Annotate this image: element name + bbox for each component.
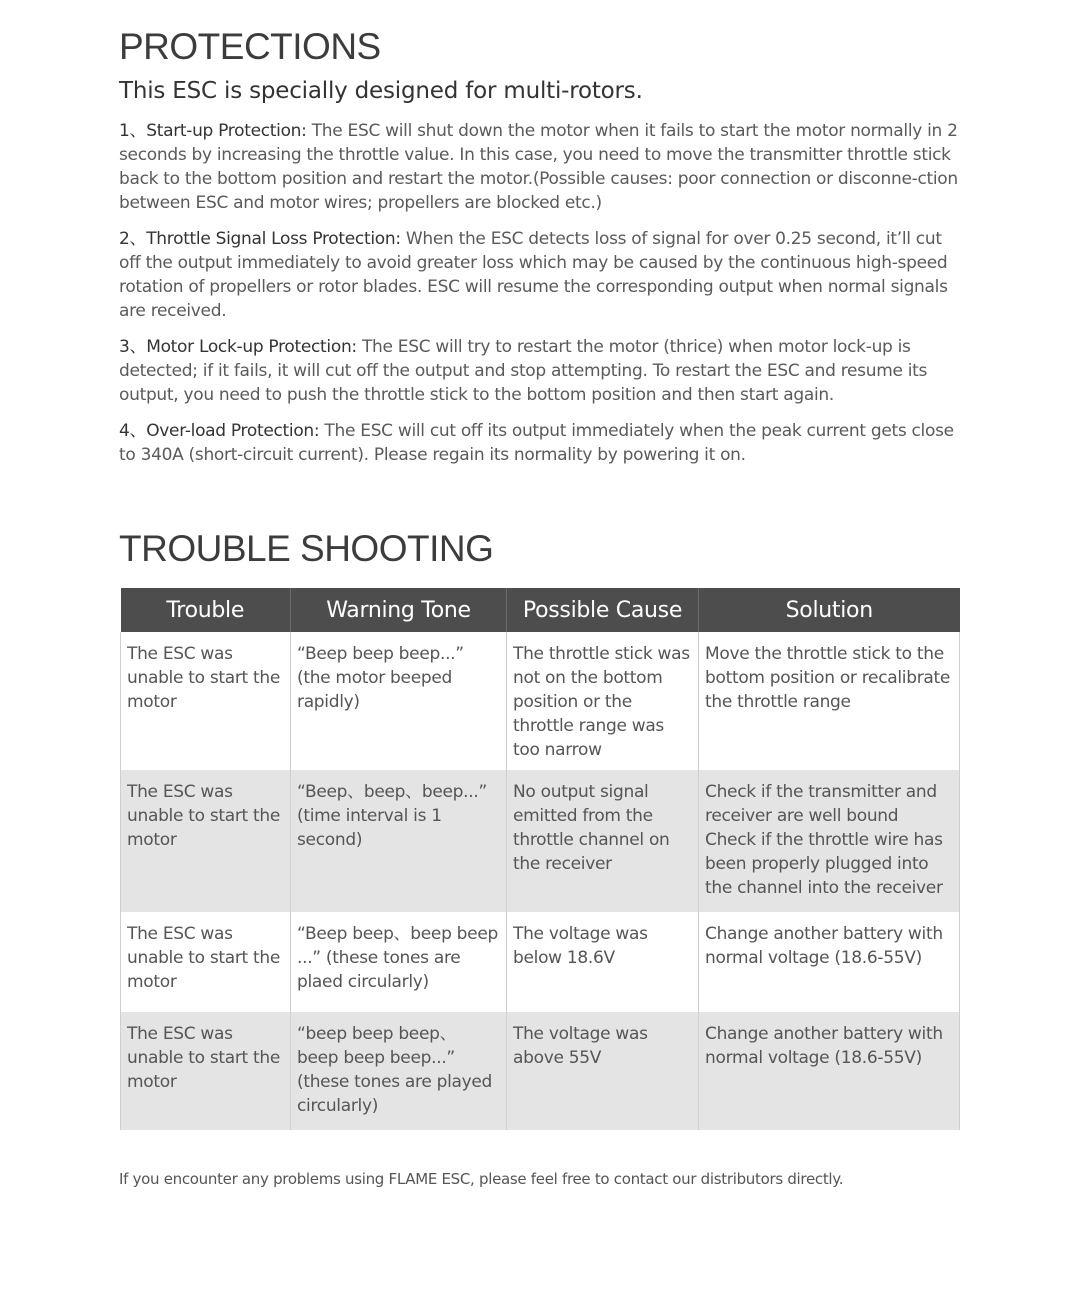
- protection-title: Over-load Protection:: [146, 421, 320, 441]
- cell-warning-tone: “Beep beep beep...” (the motor beeped rapidly): [291, 632, 507, 770]
- protection-item-startup: [119, 119, 964, 215]
- cell-possible-cause: The voltage was above 55V: [507, 1012, 699, 1130]
- protection-item-signal-loss: [119, 227, 964, 323]
- cell-possible-cause: The throttle stick was not on the bottom position or the throttle range was too narrow: [507, 632, 699, 770]
- cell-trouble: The ESC was unable to start the motor: [121, 912, 291, 1012]
- protections-title: PROTECTIONS: [119, 26, 381, 67]
- cell-possible-cause: No output signal emitted from the throttle channel on the receiver: [507, 770, 699, 912]
- table-row: [121, 1012, 960, 1130]
- cell-solution: Check if the transmitter and receiver are well bound Check if the throttle wire has been properly plugged into the channel into the receiver: [699, 770, 960, 912]
- protection-text: The ESC will try to restart the motor (thrice) when motor lock-up is detected; if it fails, it will cut off the output and stop attempting. To restart the ESC and resume its output, you need to push the throttle stick to the bottom position and then start again.: [119, 337, 928, 405]
- cell-trouble: The ESC was unable to start the motor: [121, 1012, 291, 1130]
- header-trouble: Trouble: [121, 588, 291, 632]
- cell-warning-tone: “Beep、beep、beep...” (time interval is 1 second): [291, 770, 507, 912]
- trouble-shooting-table: [120, 588, 960, 1130]
- trouble-shooting-title: TROUBLE SHOOTING: [119, 528, 494, 569]
- protection-number: 2、: [119, 229, 147, 249]
- header-possible-cause: Possible Cause: [507, 588, 699, 632]
- header-warning-tone: Warning Tone: [291, 588, 507, 632]
- cell-warning-tone: “Beep beep、beep beep ...” (these tones are plaed circularly): [291, 912, 507, 1012]
- table-header-row: [121, 588, 960, 632]
- protection-number: 4、: [119, 421, 147, 441]
- protection-text: The ESC will cut off its output immediately when the peak current gets close to 340A (short-circuit current). Please regain its normality by powering it on.: [119, 421, 954, 465]
- table-row: [121, 770, 960, 912]
- cell-solution: Move the throttle stick to the bottom position or recalibrate the throttle range: [699, 632, 960, 770]
- protection-title: Throttle Signal Loss Protection:: [146, 229, 401, 249]
- cell-warning-tone: “beep beep beep、 beep beep beep...” (these tones are played circularly): [291, 1012, 507, 1130]
- protection-text: The ESC will shut down the motor when it fails to start the motor normally in 2 seconds by increasing the throttle value. In this case, you need to move the transmitter throttle stick back to the bottom position and restart the motor.(Possible causes: poor connection or disconne-ction between ESC and motor wires; propellers are blocked etc.): [119, 121, 958, 213]
- header-solution: Solution: [699, 588, 960, 632]
- footer-note: If you encounter any problems using FLAME ESC, please feel free to contact our distributors directly.: [119, 1170, 844, 1188]
- cell-solution: Change another battery with normal voltage (18.6-55V): [699, 1012, 960, 1130]
- protection-title: Motor Lock-up Protection:: [146, 337, 357, 357]
- protection-text: When the ESC detects loss of signal for over 0.25 second, it’ll cut off the output immediately to avoid greater loss which may be caused by the continuous high-speed rotation of propellers or rotor blades. ESC will resume the corresponding output when normal signals are received.: [119, 229, 948, 321]
- cell-solution: Change another battery with normal voltage (18.6-55V): [699, 912, 960, 1012]
- cell-trouble: The ESC was unable to start the motor: [121, 632, 291, 770]
- protection-title: Start-up Protection:: [146, 121, 307, 141]
- protection-item-lockup: [119, 335, 964, 407]
- protection-number: 1、: [119, 121, 147, 141]
- protection-number: 3、: [119, 337, 147, 357]
- protection-item-overload: [119, 419, 964, 467]
- protections-list: [119, 119, 964, 479]
- table-row: [121, 632, 960, 770]
- cell-trouble: The ESC was unable to start the motor: [121, 770, 291, 912]
- protections-subtitle: This ESC is specially designed for multi-rotors.: [119, 78, 643, 104]
- cell-possible-cause: The voltage was below 18.6V: [507, 912, 699, 1012]
- table-row: [121, 912, 960, 1012]
